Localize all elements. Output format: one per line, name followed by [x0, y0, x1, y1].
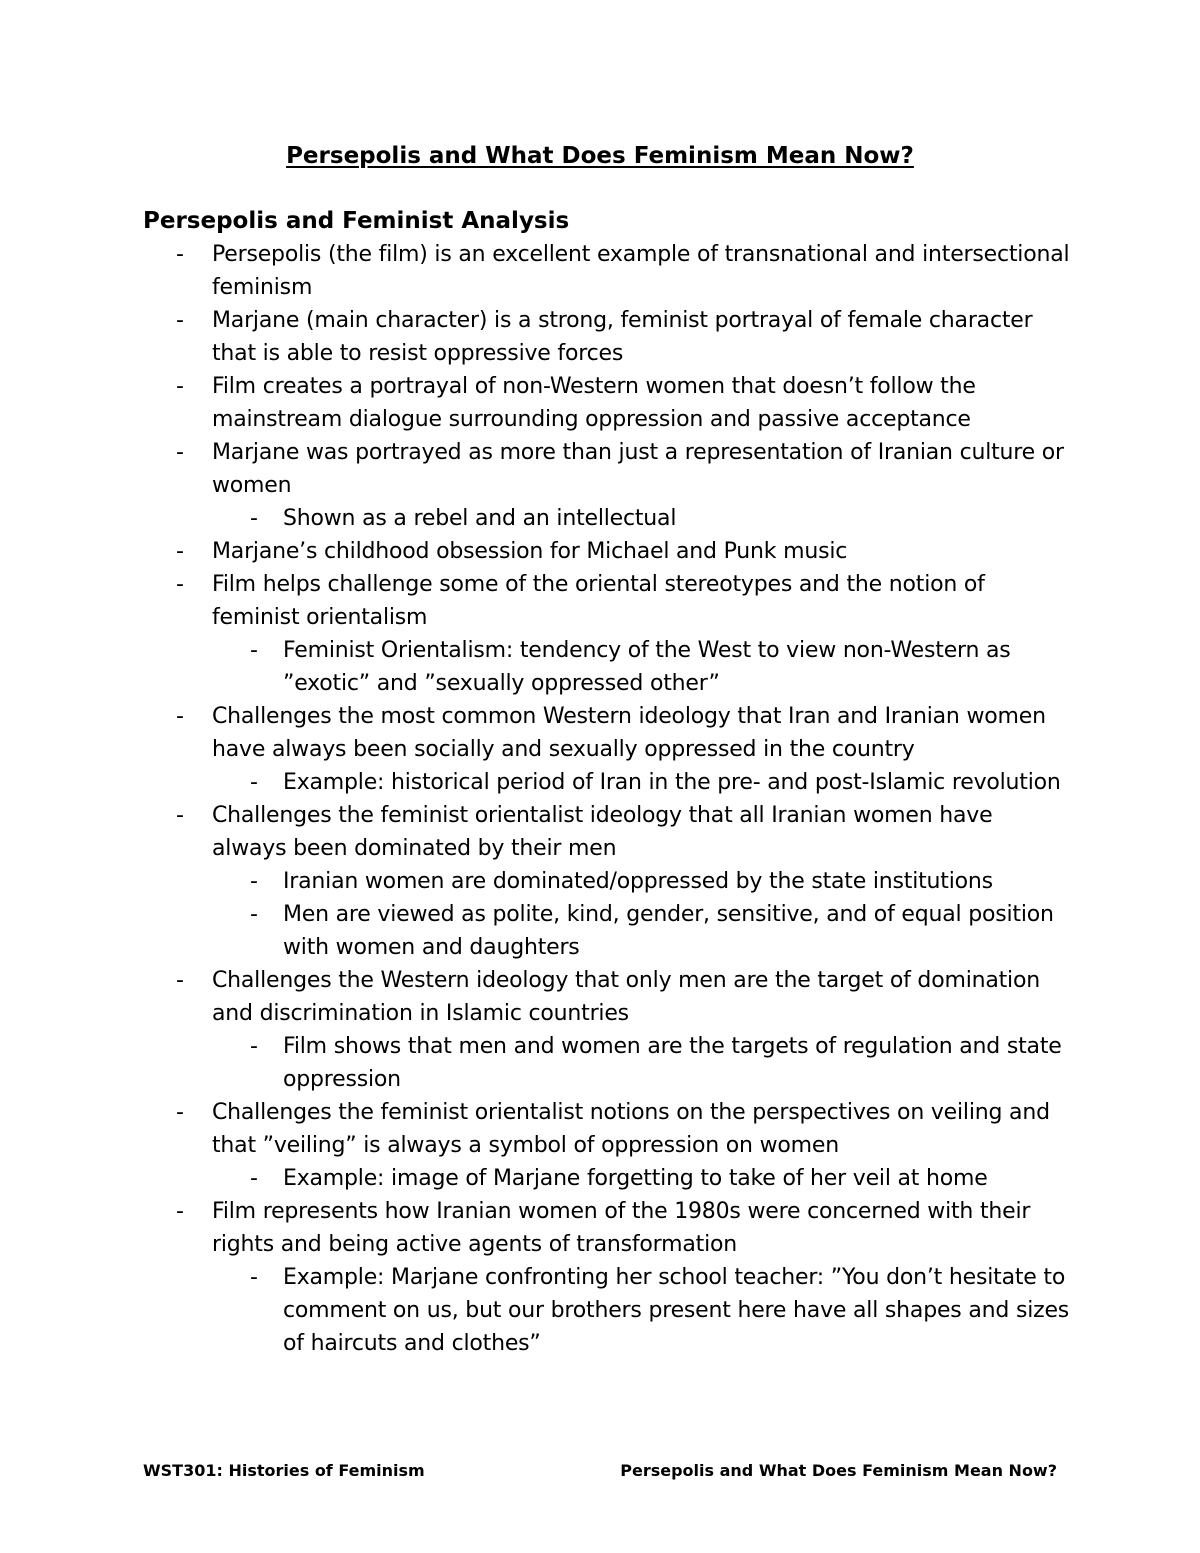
page-title: Persepolis and What Does Feminism Mean Now? [286, 143, 914, 169]
list-item-text: Shown as a rebel and an intellectual [283, 506, 677, 531]
section-heading: Persepolis and Feminist Analysis [143, 208, 570, 234]
list-item-text: Challenges the feminist orientalist ideology that all Iranian women have always been dominated by their men [212, 803, 993, 861]
list-item-text: Men are viewed as polite, kind, gender, sensitive, and of equal position with women and daughters [283, 902, 1054, 960]
bullet-dash: - [250, 902, 258, 927]
list-item-text: Film creates a portrayal of non-Western women that doesn’t follow the mainstream dialogue surrounding oppression and passive acceptance [212, 374, 976, 432]
bullet-dash: - [176, 803, 184, 828]
list-item-text: Film helps challenge some of the oriental stereotypes and the notion of feminist orientalism [212, 572, 985, 630]
sub-list-item [0, 634, 1073, 700]
bullet-dash: - [176, 1100, 184, 1125]
list-item-text: Challenges the feminist orientalist notions on the perspectives on veiling and that ”veiling” is always a symbol of oppression on women [212, 1100, 1050, 1158]
list-item [0, 238, 1072, 304]
sub-list-item [0, 865, 1073, 898]
list-item [0, 1096, 1072, 1162]
bullet-dash: - [250, 869, 258, 894]
bullet-dash: - [176, 374, 184, 399]
list-item-text: Challenges the Western ideology that only men are the target of domination and discrimination in Islamic countries [212, 968, 1040, 1026]
sub-list-item [0, 1030, 1073, 1096]
bullet-dash: - [176, 572, 184, 597]
notes-list [0, 238, 1200, 1360]
bullet-dash: - [250, 1034, 258, 1059]
list-item-text: Marjane (main character) is a strong, feminist portrayal of female character that is able to resist oppressive forces [212, 308, 1033, 366]
list-item [0, 370, 1072, 436]
list-item-text: Iranian women are dominated/oppressed by the state institutions [283, 869, 993, 894]
sub-list-item [0, 1162, 1073, 1195]
list-item [0, 535, 1072, 568]
list-item-text: Persepolis (the film) is an excellent example of transnational and intersectional feminism [212, 242, 1070, 300]
list-item [0, 1195, 1072, 1261]
list-item-text: Example: historical period of Iran in the pre- and post-Islamic revolution [283, 770, 1061, 795]
bullet-dash: - [176, 704, 184, 729]
footer-document-title: Persepolis and What Does Feminism Mean Now? [620, 1461, 1057, 1480]
bullet-dash: - [250, 506, 258, 531]
list-item-text: Challenges the most common Western ideology that Iran and Iranian women have always been socially and sexually oppressed in the country [212, 704, 1046, 762]
list-item [0, 436, 1072, 502]
list-item-text: Example: Marjane confronting her school teacher: ”You don’t hesitate to comment on us, but our brothers present here have all shapes and sizes of haircuts and clothes” [283, 1265, 1070, 1356]
list-item [0, 700, 1072, 766]
list-item-text: Feminist Orientalism: tendency of the West to view non-Western as ”exotic” and ”sexually oppressed other” [283, 638, 1011, 696]
list-item-text: Film shows that men and women are the targets of regulation and state oppression [283, 1034, 1062, 1092]
list-item [0, 964, 1072, 1030]
sub-list-item [0, 766, 1073, 799]
list-item [0, 799, 1072, 865]
list-item-text: Marjane was portrayed as more than just a representation of Iranian culture or women [212, 440, 1064, 498]
bullet-dash: - [250, 1166, 258, 1191]
footer-course-label: WST301: Histories of Feminism [143, 1461, 425, 1480]
bullet-dash: - [176, 308, 184, 333]
list-item-text: Film represents how Iranian women of the 1980s were concerned with their rights and being active agents of transformation [212, 1199, 1031, 1257]
bullet-dash: - [250, 1265, 258, 1290]
sub-list-item [0, 502, 1073, 535]
sub-list-item [0, 898, 1073, 964]
bullet-dash: - [176, 539, 184, 564]
bullet-dash: - [176, 968, 184, 993]
bullet-dash: - [176, 1199, 184, 1224]
list-item [0, 304, 1072, 370]
bullet-dash: - [176, 242, 184, 267]
bullet-dash: - [250, 638, 258, 663]
list-item [0, 568, 1072, 634]
bullet-dash: - [250, 770, 258, 795]
list-item-text: Example: image of Marjane forgetting to take of her veil at home [283, 1166, 988, 1191]
list-item-text: Marjane’s childhood obsession for Michael and Punk music [212, 539, 848, 564]
bullet-dash: - [176, 440, 184, 465]
sub-list-item [0, 1261, 1073, 1360]
